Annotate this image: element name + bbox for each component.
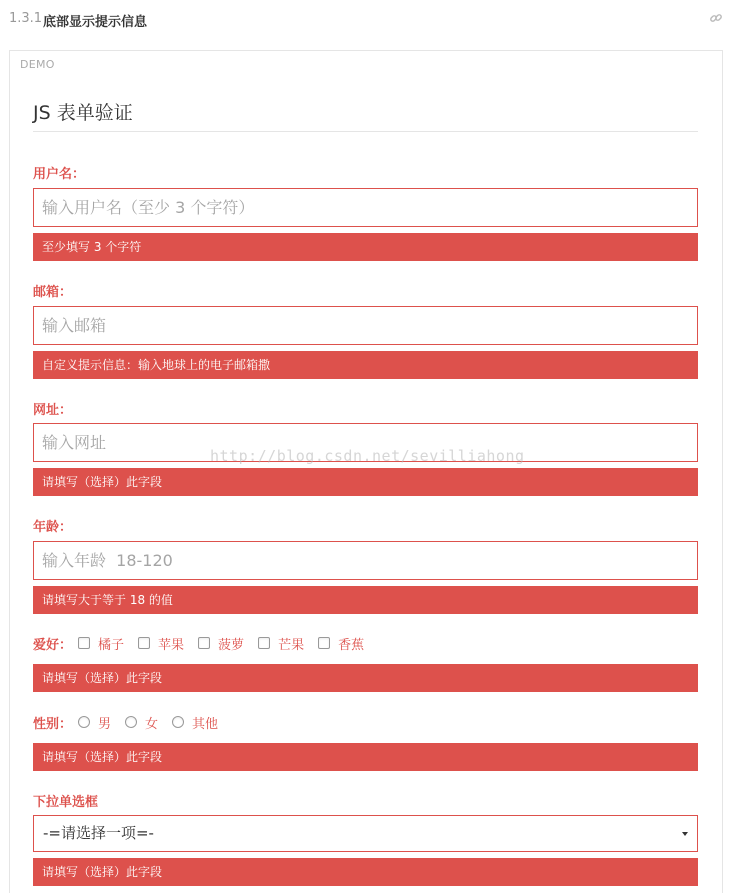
radio[interactable] <box>78 716 90 728</box>
gender-row <box>33 712 232 732</box>
dropdown-label: 下拉单选框 <box>33 795 99 810</box>
checkbox[interactable] <box>78 637 90 649</box>
gender-label: 性别： <box>33 716 73 732</box>
url-label: 网址： <box>33 403 73 418</box>
username-label: 用户名： <box>33 167 86 182</box>
email-input[interactable] <box>33 306 698 345</box>
gender-error: 请填写（选择）此字段 <box>33 743 698 771</box>
dropdown-select[interactable] <box>33 815 698 852</box>
age-error: 请填写大于等于 18 的值 <box>33 586 698 614</box>
hobby-option[interactable]: 芒果 <box>258 634 304 653</box>
form-divider <box>33 131 698 132</box>
hobby-row <box>33 633 378 653</box>
username-input[interactable] <box>33 188 698 227</box>
hobby-option[interactable]: 菠萝 <box>198 634 244 653</box>
demo-label: DEMO <box>20 58 55 71</box>
radio[interactable] <box>172 716 184 728</box>
checkbox[interactable] <box>318 637 330 649</box>
url-error: 请填写（选择）此字段 <box>33 468 698 496</box>
dropdown-error: 请填写（选择）此字段 <box>33 858 698 886</box>
hobby-option[interactable]: 苹果 <box>138 634 184 653</box>
hobby-option[interactable]: 香蕉 <box>318 634 364 653</box>
chevron-down-icon <box>682 832 688 836</box>
email-label: 邮箱： <box>33 285 73 300</box>
section-header <box>0 0 731 40</box>
hobby-label: 爱好： <box>33 637 73 653</box>
email-error: 自定义提示信息：输入地球上的电子邮箱撒 <box>33 351 698 379</box>
checkbox[interactable] <box>258 637 270 649</box>
age-label: 年龄： <box>33 520 73 535</box>
section-title: 底部显示提示信息 <box>43 15 148 30</box>
section-number: 1.3.1 <box>9 11 43 26</box>
form-title: JS 表单验证 <box>33 102 133 124</box>
gender-option[interactable]: 其他 <box>172 713 218 732</box>
radio[interactable] <box>125 716 137 728</box>
hobby-option[interactable]: 橘子 <box>78 634 124 653</box>
checkbox[interactable] <box>198 637 210 649</box>
age-input[interactable] <box>33 541 698 580</box>
dropdown-selected: -=请选择一项=- <box>43 824 154 842</box>
checkbox[interactable] <box>138 637 150 649</box>
hobby-error: 请填写（选择）此字段 <box>33 664 698 692</box>
gender-option[interactable]: 男 <box>78 713 111 732</box>
username-error: 至少填写 3 个字符 <box>33 233 698 261</box>
gender-option[interactable]: 女 <box>125 713 158 732</box>
link-icon[interactable] <box>709 11 723 25</box>
watermark: http://blog.csdn.net/sevilliahong <box>210 447 525 465</box>
